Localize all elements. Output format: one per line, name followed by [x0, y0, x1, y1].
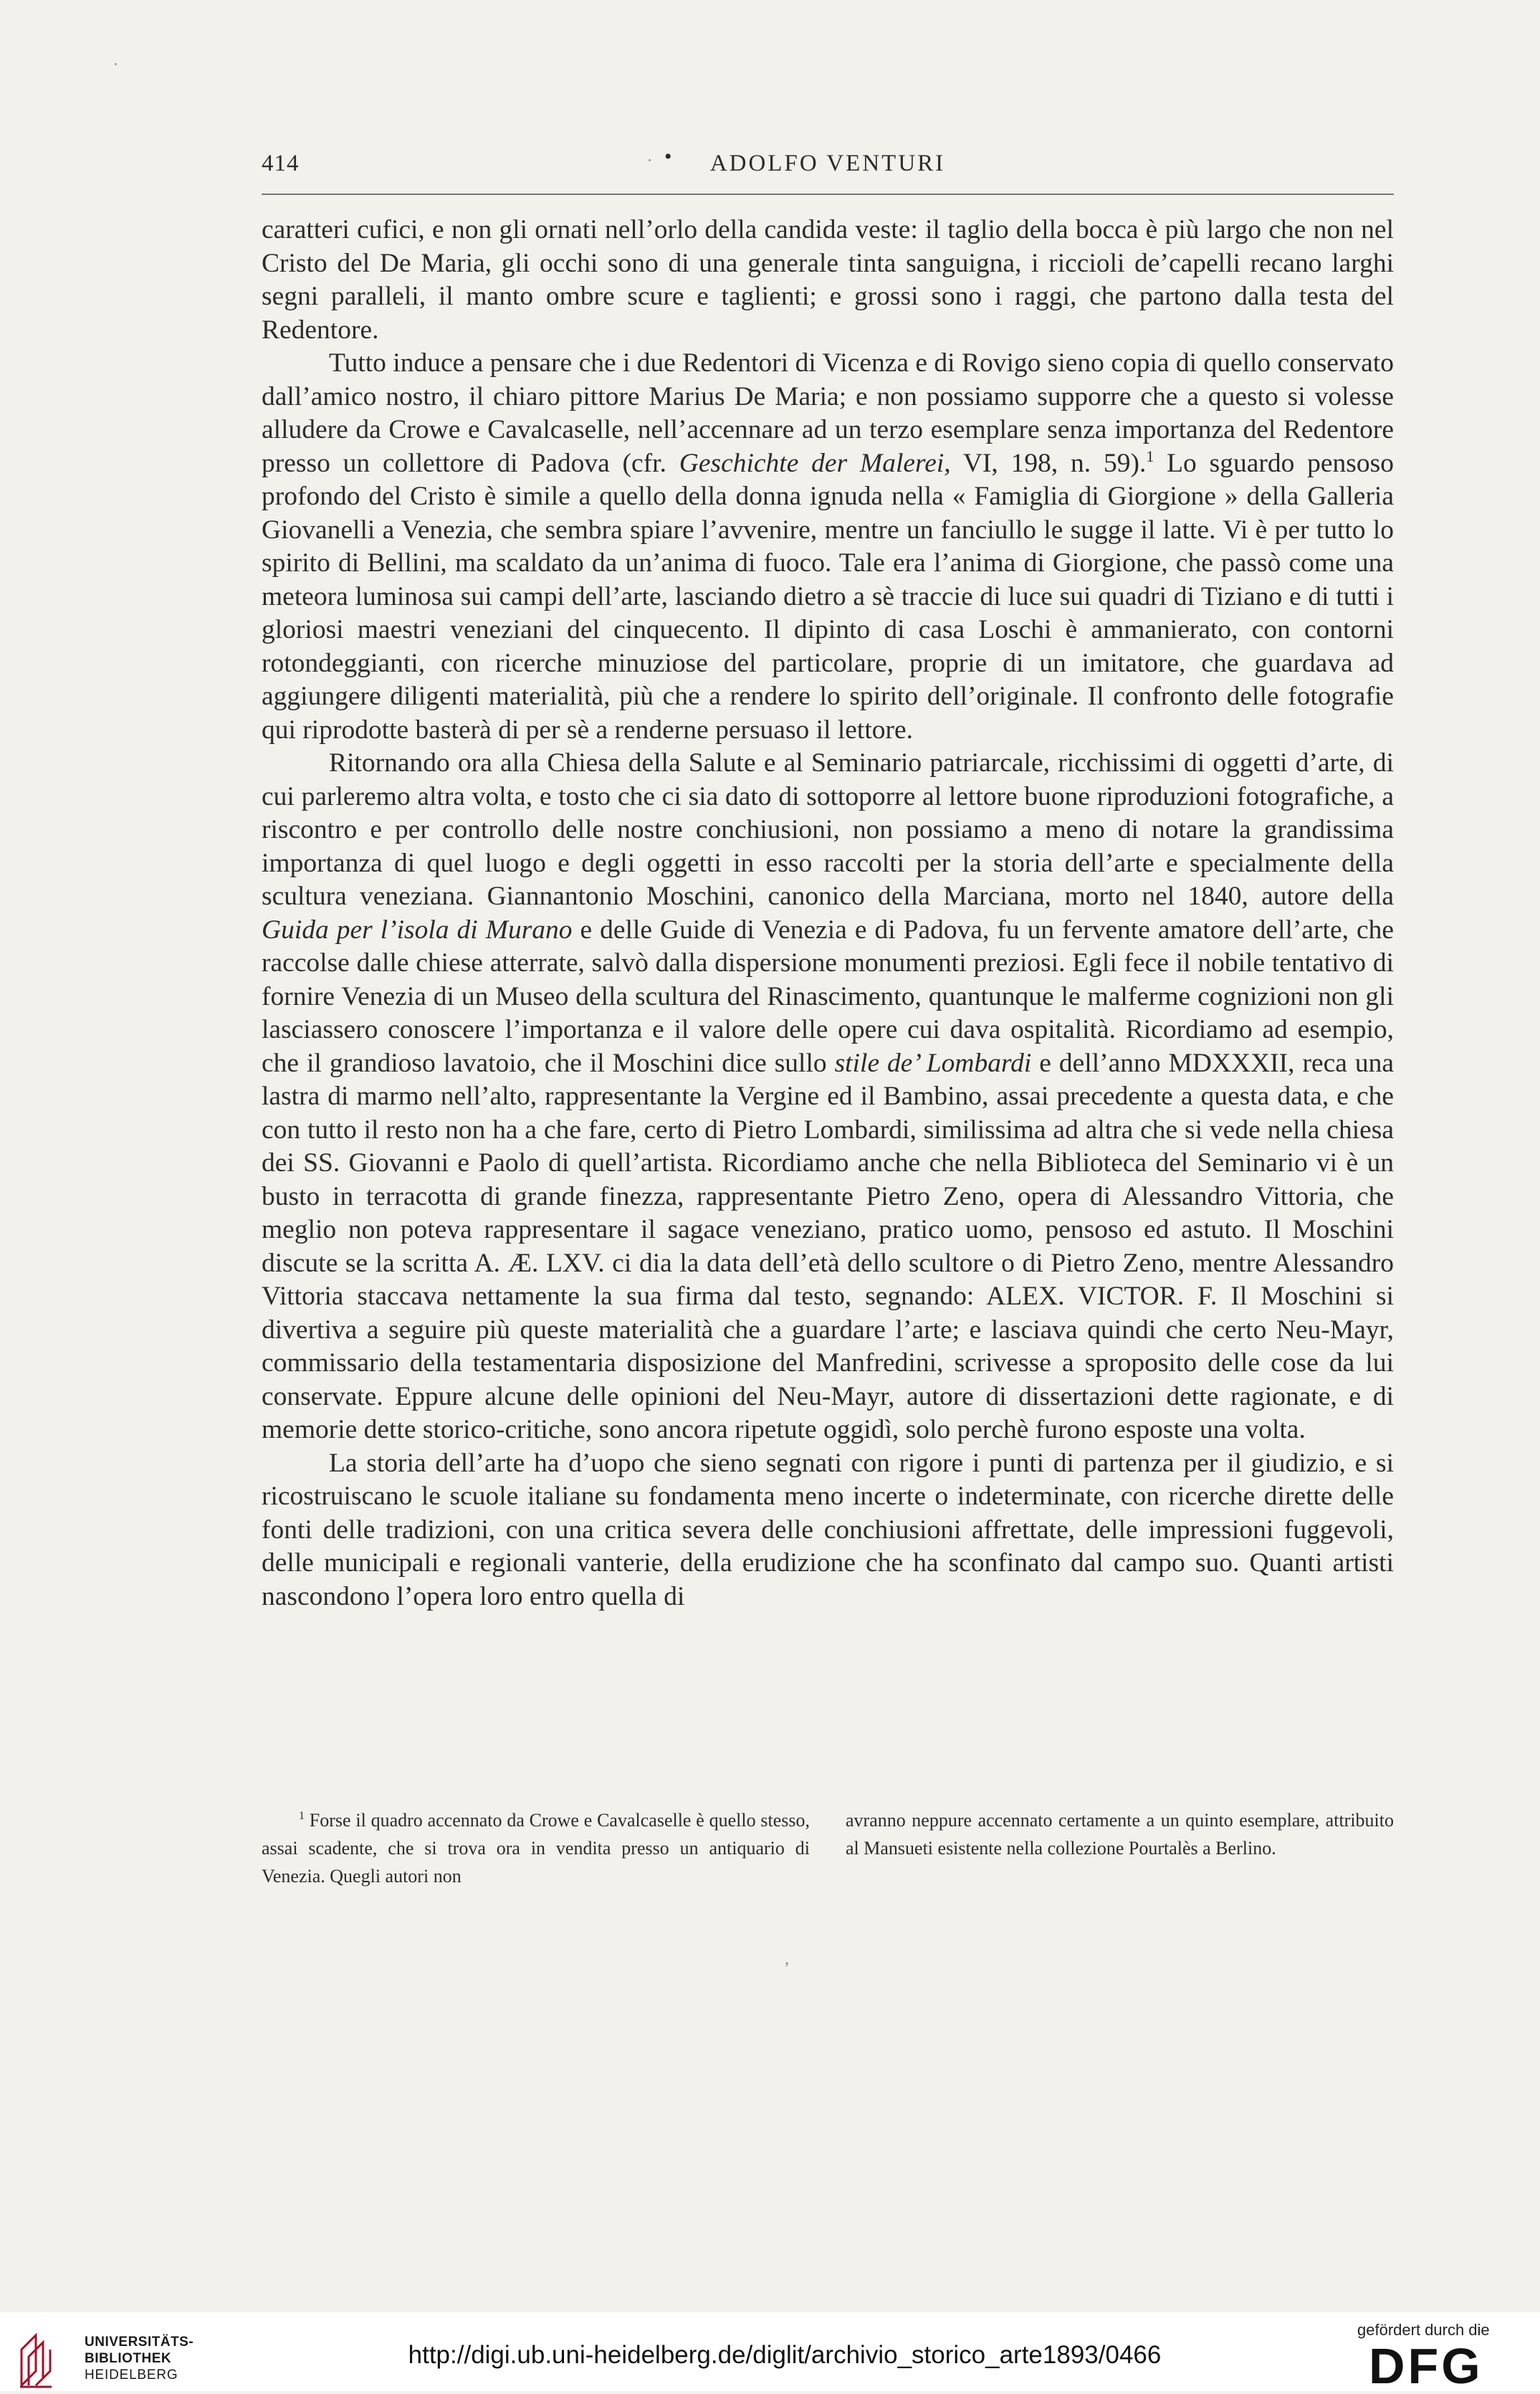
university-library-name	[85, 2334, 193, 2383]
footnote-text: Forse il quadro accennato da Crowe e Cavalcaselle è quello stesso, assai scadente, che si trova ora in vendita presso un antiquario di Venezia. Quegli autori non	[262, 1810, 810, 1887]
header-rule	[262, 194, 1394, 195]
digitization-footer	[0, 2312, 1540, 2394]
paragraph-4: La storia dell’arte ha d’uopo che sieno segnati con rigore i punti di partenza per il giudizio, e si ricostruiscano le scuole italiane su fondamenta meno incerte o indeterminate, con ricerche dirette delle fonti delle tradizioni, con una critica severa delle conchiusioni affrettate, delle impressioni fuggevoli, delle municipali e regionali vanterie, della erudizione che ha sconfinato dal campo suo. Quanti artisti nascondono l’opera loro entro quella di	[262, 1448, 1394, 1611]
paragraph-1: caratteri cufici, e non gli ornati nell’orlo della candida veste: il taglio della bocca è più largo che non nel Cristo del De Maria, gli occhi sono di una generale tinta sanguigna, i riccioli de’capelli recano larghi segni paralleli, il manto ombre scure e taglienti; e grossi sono i raggi, che partono dalla testa del Redentore.	[262, 215, 1394, 345]
text-span: Tutto induce a pensare che i due Redentori di Vicenza e di Rovigo sieno copia di quello conservato dall’amico nostro, il chiaro pittore Marius De Maria; e non possiamo supporre che a questo si volesse alludere da Crowe e Cavalcaselle, nell’accennare ad un terzo esemplare senza importanza del Redentore presso un collettore di Padova (cfr.	[262, 348, 1394, 478]
dust-speck	[115, 63, 117, 65]
paragraph-3	[262, 747, 1394, 1447]
footnote-marker: 1	[299, 1810, 305, 1822]
page-number: 414	[262, 151, 300, 176]
footnote-ref: 1	[1146, 447, 1154, 465]
text-span: e dell’anno MDXXXII, reca una lastra di marmo nell’alto, rappresentante la Vergine ed il Bambino, assai precedente a questa data, e che con tutto il resto non ha a che fare, certo di Pietro Lombardi, similissima ad altra che si vede nella chiesa dei SS. Giovanni e Paolo di quell’artista. Ricordiamo anche che nella Biblioteca del Seminario vi è un busto in terracotta di grande finezza, rappresentante Pietro Zeno, opera di Alessandro Vittoria, che meglio non poteva rappresentare il sagace veneziano, pratico uomo, pensoso ed astuto. Il Moschini discute se la scritta A. Æ. LXV. ci dia la data dell’età dello scultore o di Pietro Zeno, mentre Alessandro Vittoria staccava nettamente la sua firma dal testo, segnando: ALEX. VICTOR. F. Il Moschini si divertiva a seguire più queste materialità che a guardare l’arte; e lasciava quindi che certo Neu-Mayr, commissario della testamentaria disposizione del Manfredini, scrivesse a sproposito delle cose da lui conservate. Eppure alcune delle opinioni del Neu-Mayr, autore di dissertazioni dette ragionate, e di memorie dette storico-critiche, sono ancora ripetute oggidì, solo perchè furono esposte una volta.	[262, 1048, 1394, 1444]
footnote-column-left	[262, 1806, 810, 1890]
text-span: Ritornando ora alla Chiesa della Salute e al Seminario patriarcale, ricchissimi di oggetti d’arte, di cui parleremo altra volta, e tosto che ci sia dato di sottoporre al lettore buone riproduzioni fotografiche, a riscontro e per controllo delle nostre conchiusioni, non possiamo a meno di notare la grandissima importanza di quel luogo e degli oggetti in esso raccolti per la storia dell’arte e specialmente della scultura veneziana. Giannantonio Moschini, canonico della Marciana, morto nel 1840, autore della	[262, 748, 1394, 911]
footnotes	[262, 1806, 1394, 1890]
library-line-2: BIBLIOTHEK	[85, 2351, 172, 2366]
italic-title: Geschichte der Malerei,	[679, 448, 951, 478]
footnote-column-right	[846, 1806, 1394, 1890]
text-span: Lo sguardo pensoso profondo del Cristo è simile a quello della donna ignuda nella « Famiglia di Giorgione » della Galleria Giovanelli a Venezia, che sembra spiare l’avvenire, mentre un fanciullo le sugge il latte. Vi è per tutto lo spirito di Bellini, ma scaldato da un’anima di fuoco. Tale era l’anima di Giorgione, che passò come una meteora luminosa sui campi dell’arte, lasciando dietro a sè traccie di luce sui quadri di Tiziano e di tutti i gloriosi maestri veneziani del cinquecento. Il dipinto di casa Loschi è ammanierato, con contorni rotondeggianti, con ricerche minuziose del particolare, proprie di un imitatore, che guardava ad aggiungere diligenti materialità, più che a rendere lo spirito dell’originale. Il confronto delle fotografie qui riprodotte basterà di per sè a renderne persuaso il lettore.	[262, 448, 1394, 745]
header-dot: •	[664, 145, 673, 168]
running-header	[262, 142, 1394, 178]
funder-label: gefördert durch die	[1357, 2321, 1490, 2339]
paragraph-2	[262, 347, 1394, 747]
footnote-1-start	[262, 1806, 810, 1890]
dust-speck	[649, 159, 651, 161]
stray-mark: ,	[785, 1950, 789, 1968]
main-text	[262, 214, 1394, 1613]
italic-title: Guida per l’isola di Murano	[262, 915, 573, 945]
italic-phrase: stile de’ Lombardi	[834, 1048, 1032, 1078]
library-line-3: HEIDELBERG	[85, 2367, 178, 2383]
dfg-logo-icon: DFG	[1369, 2338, 1483, 2394]
footnote-1-end: avranno neppure accennato certamente a un quinto esemplare, attribuito al Mansueti esistente nella collezione Pourtalès a Berlino.	[846, 1810, 1394, 1859]
university-library-logo-icon	[16, 2328, 66, 2388]
source-url[interactable]: http://digi.ub.uni-heidelberg.de/diglit/archivio_storico_arte1893/0466	[408, 2341, 1162, 2369]
library-line-1: UNIVERSITÄTS-	[85, 2335, 194, 2350]
text-span: e delle Guide di Venezia e di Padova, fu un fervente amatore dell’arte, che raccolse dalle chiese atterrate, salvò dalla dispersione monumenti preziosi. Egli fece il nobile tentativo di fornire Venezia di un Museo della scultura del Rinascimento, quantunque le malferme cognizioni non gli lasciassero conoscere l’importanza e il valore delle opere cui dava ospitalità. Ricordiamo ad esempio, che il grandioso lavatoio, che il Moschini dice sullo	[262, 915, 1394, 1078]
running-title: ADOLFO VENTURI	[709, 151, 946, 176]
text-span: VI, 198, n. 59).	[950, 448, 1147, 478]
